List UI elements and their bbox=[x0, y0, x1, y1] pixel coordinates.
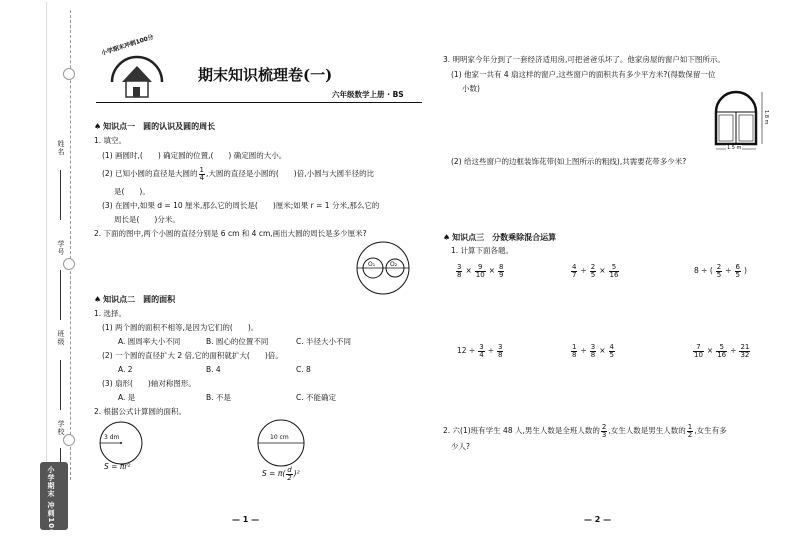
fraction-num: 1 bbox=[572, 342, 577, 351]
fraction bbox=[716, 264, 722, 279]
school-label: 学校 bbox=[57, 420, 65, 436]
s1-q2: 2. 下面的图中,两个小圆的直径分别是 6 cm 和 4 cm,画出大圆的周长是多少厘米? bbox=[94, 229, 367, 238]
fraction-den: 4 bbox=[199, 173, 204, 182]
calc-expression bbox=[455, 342, 504, 360]
calc-operator: × bbox=[706, 346, 714, 355]
fraction-den: 4 bbox=[479, 350, 484, 359]
fraction-den: 10 bbox=[475, 270, 485, 279]
calc-expression bbox=[455, 262, 505, 280]
fraction-den: 5 bbox=[609, 350, 614, 359]
fraction-den: 3 bbox=[601, 430, 607, 439]
s2-q1-2-opt-a: A. 2 bbox=[118, 365, 133, 374]
fraction-num: 21 bbox=[740, 342, 750, 351]
s2-q1-2: (2) 一个圆的直径扩大 2 倍,它的面积就扩大( )倍。 bbox=[102, 351, 283, 360]
name-line bbox=[60, 170, 61, 220]
calc-operator: 8 ÷ ( bbox=[694, 266, 713, 275]
section2-heading bbox=[94, 294, 175, 305]
circle-radius-figure bbox=[98, 420, 144, 466]
logo-text: 小学期末冲刺100分 bbox=[100, 33, 155, 58]
fraction-den: 8 bbox=[497, 350, 503, 359]
formula-2-pre: S = π bbox=[262, 469, 283, 478]
logo bbox=[104, 48, 170, 102]
fraction-num: 5 bbox=[609, 264, 620, 272]
calc-operator: ÷ bbox=[487, 346, 494, 355]
fraction-den: 8 bbox=[590, 350, 596, 359]
fraction bbox=[739, 344, 750, 359]
section1-heading-text: 知识点一 圆的认识及圆的周长 bbox=[103, 122, 216, 131]
section3-heading-text: 知识点三 分数乘除混合运算 bbox=[452, 233, 557, 242]
page-title: 期末知识梳理卷(一) bbox=[198, 66, 333, 84]
s1-q1-2c: 是( )。 bbox=[114, 187, 150, 196]
r-q3-2: (2) 给这些窗户的边框装饰花带(如上图所示的粗线),共需要花带多少米? bbox=[451, 157, 687, 166]
s2-q1-3-opt-b: B. 不是 bbox=[206, 393, 231, 402]
fraction-den: 2 bbox=[287, 473, 292, 482]
fraction-num: 7 bbox=[693, 344, 704, 352]
fraction-num: 6 bbox=[735, 262, 740, 271]
calc-expression bbox=[692, 262, 749, 280]
s2-q1-1: (1) 两个圆的面积不相等,是因为它们的( )。 bbox=[102, 323, 259, 332]
fraction bbox=[498, 264, 504, 279]
fraction bbox=[478, 344, 484, 359]
page-number-left: — 1 — bbox=[232, 515, 260, 524]
calc-operator: ÷ bbox=[730, 346, 737, 355]
binding-hole bbox=[63, 258, 75, 270]
circles-diagram bbox=[354, 240, 412, 296]
fraction-num: 4 bbox=[609, 342, 614, 351]
fraction bbox=[456, 264, 462, 279]
word-q-a: 2. 六(1)班有学生 48 人,男生人数是全班人数的 bbox=[443, 426, 600, 435]
fraction-den: 5 bbox=[735, 270, 740, 279]
r-q3-1: (1) 他家一共有 4 扇这样的窗户,这些窗户的面积共有多少平方米?(得数保留一位 bbox=[451, 70, 716, 79]
calc-operator: 12 ÷ bbox=[457, 346, 476, 355]
title-rule bbox=[96, 102, 422, 103]
fraction-num: 1 bbox=[199, 165, 204, 174]
fraction-num: 3 bbox=[590, 342, 596, 351]
s2-q1-1-opt-a: A. 圆周率大小不同 bbox=[118, 337, 181, 346]
word-q-d: 少人? bbox=[451, 442, 470, 451]
formula-1: S = πr² bbox=[104, 462, 131, 471]
word-question bbox=[443, 422, 727, 440]
calc-expression bbox=[570, 342, 616, 360]
calc-title: 1. 计算下面各题。 bbox=[451, 246, 514, 255]
calc-operator: ) bbox=[743, 266, 747, 275]
binding-strip bbox=[32, 2, 47, 522]
fraction bbox=[609, 264, 620, 279]
fraction-num: 3 bbox=[479, 342, 484, 351]
student-id-line bbox=[60, 270, 61, 320]
fraction-den: 5 bbox=[716, 270, 722, 279]
formula-2: S = π( $\frac{d}{2}$ )² bbox=[262, 465, 300, 482]
word-q-c: ,女生有多 bbox=[694, 426, 727, 435]
s1-q1-3b: 周长是( )分米。 bbox=[114, 215, 180, 224]
s2-q1-3: (3) 扇形( )轴对称图形。 bbox=[102, 379, 196, 388]
calc-operator: ÷ bbox=[580, 346, 587, 355]
fraction bbox=[590, 344, 596, 359]
fraction-den: 10 bbox=[694, 350, 703, 359]
section2-heading-text: 知识点二 圆的面积 bbox=[103, 295, 176, 304]
calc-expression bbox=[692, 342, 751, 360]
fraction-num: 8 bbox=[498, 262, 504, 271]
circles-figure bbox=[354, 240, 412, 296]
fraction-den: 32 bbox=[740, 350, 750, 359]
fraction bbox=[693, 344, 704, 359]
page-number-right: — 2 — bbox=[584, 515, 612, 524]
class-line bbox=[60, 360, 61, 410]
name-label: 姓名 bbox=[57, 140, 65, 156]
fraction bbox=[475, 264, 486, 279]
fraction-num: 3 bbox=[457, 262, 462, 271]
fraction bbox=[571, 264, 577, 279]
section3-heading bbox=[443, 232, 556, 243]
fraction-num: d bbox=[287, 465, 292, 474]
fraction-num: 2 bbox=[601, 422, 607, 431]
fraction-den: 8 bbox=[572, 350, 577, 359]
fraction-den: 2 bbox=[687, 430, 693, 439]
s2-q2: 2. 根据公式计算圆的面积。 bbox=[94, 407, 187, 416]
house-logo-icon bbox=[104, 48, 170, 102]
fraction bbox=[497, 344, 503, 359]
section1-heading bbox=[94, 121, 215, 132]
brand-text: 小学期末 冲刺100分 bbox=[47, 466, 55, 544]
fraction bbox=[687, 424, 693, 439]
spade-icon: ♠ bbox=[94, 295, 102, 304]
fraction bbox=[716, 344, 727, 359]
fraction-num: 1 bbox=[687, 422, 693, 431]
class-label: 班级 bbox=[57, 330, 65, 346]
fraction-num: 4 bbox=[572, 262, 577, 271]
s2-q1-1-opt-b: B. 圆心的位置不同 bbox=[206, 337, 269, 346]
s2-q1-3-opt-c: C. 不能确定 bbox=[296, 393, 337, 402]
cut-line bbox=[70, 10, 71, 480]
fraction-den: 16 bbox=[717, 350, 727, 359]
s1-q1-3a: (3) 在圆中,如果 d = 10 厘米,那么它的周长是( )厘米;如果 r = 1 分米,那么它的 bbox=[102, 201, 380, 210]
circle-diameter-diagram bbox=[256, 418, 306, 468]
r-q3-1b: 小数) bbox=[462, 84, 480, 93]
s1-q1-1: (1) 画圆时,( ) 确定圆的位置,( ) 确定圆的大小。 bbox=[102, 151, 287, 160]
fraction bbox=[286, 467, 292, 482]
student-id-label: 学号 bbox=[57, 240, 65, 256]
s1-q1-2b: ,大圆的直径是小圆的( )倍,小圆与大圆半径的比 bbox=[205, 169, 375, 178]
fraction-den: 16 bbox=[609, 270, 619, 279]
window-diagram bbox=[712, 88, 768, 152]
word-q-b: ,女生人数是男生人数的 bbox=[608, 426, 686, 435]
label-o2: O₂ bbox=[390, 261, 398, 268]
s2-q1-3-opt-a: A. 是 bbox=[118, 393, 136, 402]
calc-operator: × bbox=[599, 266, 606, 275]
fraction bbox=[199, 167, 205, 182]
spade-icon: ♠ bbox=[443, 233, 451, 242]
s2-q1-2-opt-c: C. 8 bbox=[296, 365, 311, 374]
s2-q1: 1. 选择。 bbox=[94, 309, 127, 318]
binding-hole bbox=[63, 68, 75, 80]
calc-operator: × bbox=[465, 266, 472, 275]
fraction bbox=[590, 264, 596, 279]
calc-operator: × bbox=[599, 346, 606, 355]
s1-q1-2a: (2) 已知小圆的直径是大圆的 bbox=[102, 169, 198, 178]
calc-operator: ÷ bbox=[580, 266, 587, 275]
fraction bbox=[571, 344, 577, 359]
fraction-den: 9 bbox=[498, 270, 504, 279]
s2-q1-1-opt-c: C. 半径大小不同 bbox=[296, 337, 352, 346]
window-figure bbox=[712, 88, 768, 152]
window-width-label: 1.5 m bbox=[727, 145, 742, 151]
circle-diameter-figure bbox=[256, 418, 306, 468]
fraction-num: 5 bbox=[716, 344, 727, 352]
fraction-num: 2 bbox=[590, 262, 596, 271]
fraction bbox=[735, 264, 741, 279]
calc-expression bbox=[570, 262, 620, 280]
s1-q1: 1. 填空。 bbox=[94, 136, 127, 145]
subtitle: 六年级数学上册 · BS bbox=[332, 90, 404, 99]
r-q3: 3. 明明家今年分到了一套经济适用房,可把爸爸乐坏了。他家房屋的窗户如下图所示。 bbox=[443, 55, 725, 64]
fraction-num: 9 bbox=[475, 264, 486, 272]
fraction-den: 5 bbox=[590, 270, 596, 279]
window-height-label: 1.8 m bbox=[763, 110, 769, 125]
fraction-den: 8 bbox=[457, 270, 462, 279]
label-o1: O₁ bbox=[368, 261, 376, 268]
circle-radius-diagram bbox=[98, 420, 144, 466]
fraction bbox=[601, 424, 607, 439]
fraction-num: 3 bbox=[497, 342, 503, 351]
diameter-label: 10 cm bbox=[270, 434, 289, 441]
s2-q1-2-opt-b: B. 4 bbox=[206, 365, 221, 374]
fraction bbox=[609, 344, 615, 359]
calc-operator: × bbox=[488, 266, 495, 275]
radius-label: 3 dm bbox=[104, 434, 120, 441]
fraction-num: 2 bbox=[716, 262, 722, 271]
spade-icon: ♠ bbox=[94, 122, 102, 131]
s1-q1-2 bbox=[102, 165, 374, 183]
fraction-den: 7 bbox=[572, 270, 577, 279]
calc-operator: ÷ bbox=[725, 266, 732, 275]
